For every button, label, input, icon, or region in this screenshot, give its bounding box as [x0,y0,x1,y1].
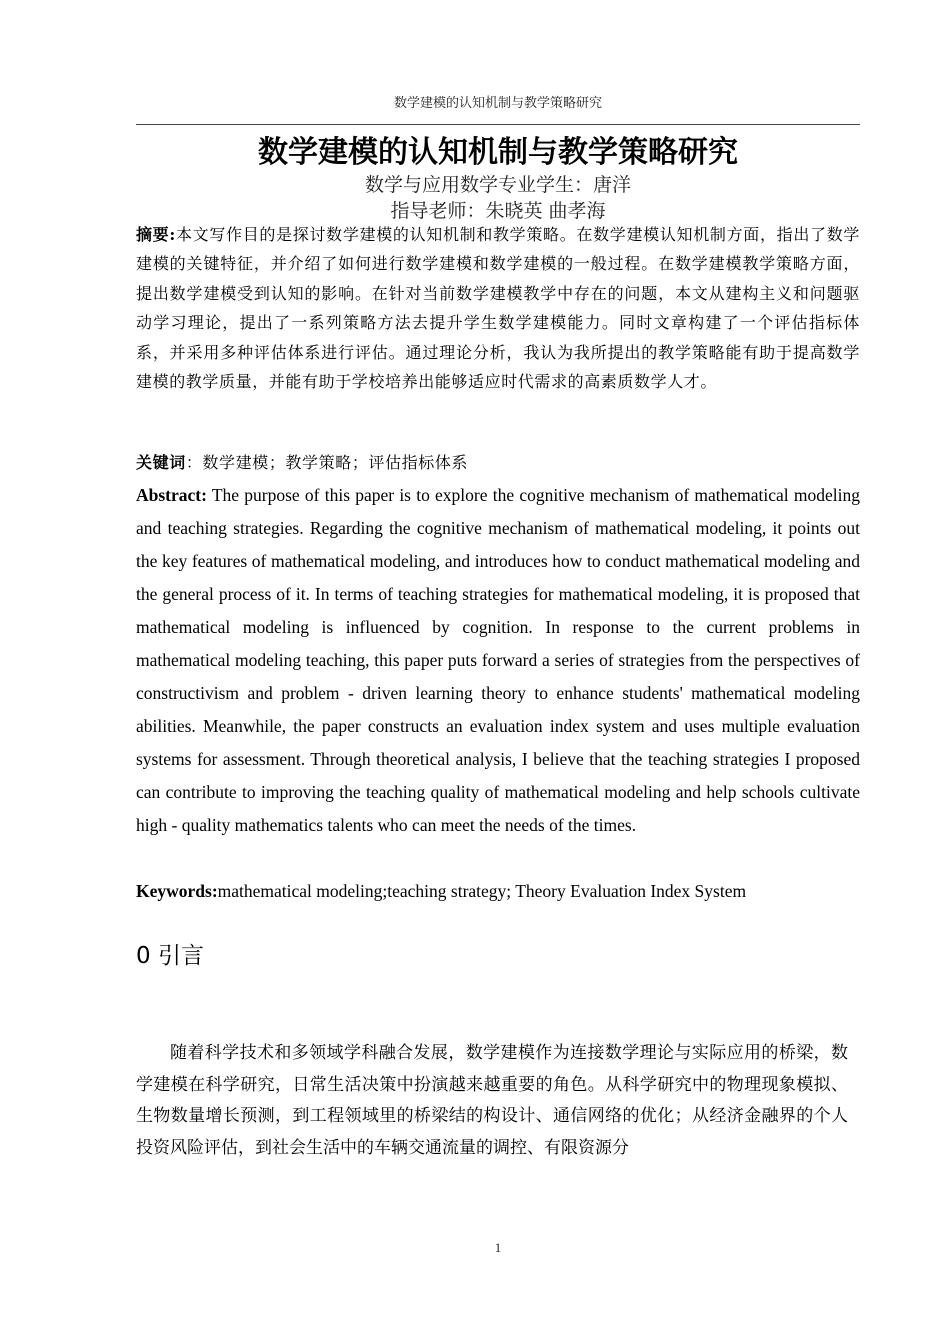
page-number: 1 [494,1240,502,1255]
english-keywords-label: Keywords: [136,881,218,901]
introduction-paragraph: 随着科学技术和多领域学科融合发展，数学建模作为连接数学理论与实际应用的桥梁，数学建模在科学研究，日常生活决策中扮演越来越重要的角色。从科学研究中的物理现象模拟、生物数量增长预测，到工程领域里的桥梁结的构设计、通信网络的优化；从经济金融界的个人投资风险评估，到社会生活中的车辆交通流量的调控、有限资源分 [136,1043,848,1158]
header-rule [136,124,860,125]
author-line: 数学与应用数学专业学生：唐洋 [364,174,631,196]
chinese-keywords-label: 关键词 [136,453,186,472]
english-abstract-label: Abstract: [136,485,207,505]
chinese-keywords [136,450,860,476]
running-header: 数学建模的认知机制与教学策略研究 [393,96,602,111]
section-heading-introduction: 0 引言 [136,943,204,969]
english-keywords [136,876,860,906]
paper-title: 数学建模的认知机制与教学策略研究 [258,135,738,170]
chinese-abstract-label: 摘要: [136,225,176,244]
advisor-line: 指导老师：朱晓英 曲孝海 [390,200,606,222]
chinese-abstract [136,220,860,396]
chinese-keywords-text: ：数学建模；教学策略；评估指标体系 [185,453,469,472]
english-keywords-text: mathematical modeling;teaching strategy; Theory Evaluation Index System [217,881,747,901]
english-abstract [136,479,860,842]
chinese-abstract-text: 本文写作目的是探讨数学建模的认知机制和教学策略。在数学建模认知机制方面，指出了数学建模的关键特征，并介绍了如何进行数学建模和数学建模的一般过程。在数学建模教学策略方面，提出数学建模受到认知的影响。在针对当前数学建模教学中存在的问题，本文从建构主义和问题驱动学习理论，提出了一系列策略方法去提升学生数学建模能力。同时文章构建了一个评估指标体系，并采用多种评估体系进行评估。通过理论分析，我认为我所提出的教学策略能有助于提高数学建模的教学质量，并能有助于学校培养出能够适应时代需求的高素质数学人才。 [136,225,860,392]
english-abstract-text: The purpose of this paper is to explore the cognitive mechanism of mathematical modeling and teaching strategies. Regarding the cognitive mechanism of mathematical modeling, it points out the key features of mathematical modeling, and introduces how to conduct mathematical modeling and the general process of it. In terms of teaching strategies for mathematical modeling, it is proposed that mathematical modeling is influenced by cognition. In response to the current problems in mathematical modeling teaching, this paper puts forward a series of strategies from the perspectives of constructivism and problem - driven learning theory to enhance students' mathematical modeling abilities. Meanwhile, the paper constructs an evaluation index system and uses multiple evaluation systems for assessment. Through theoretical analysis, I believe that the teaching strategies I proposed can contribute to improving the teaching quality of mathematical modeling and help schools cultivate high - quality mathematics talents who can meet the needs of the times. [136,485,860,835]
